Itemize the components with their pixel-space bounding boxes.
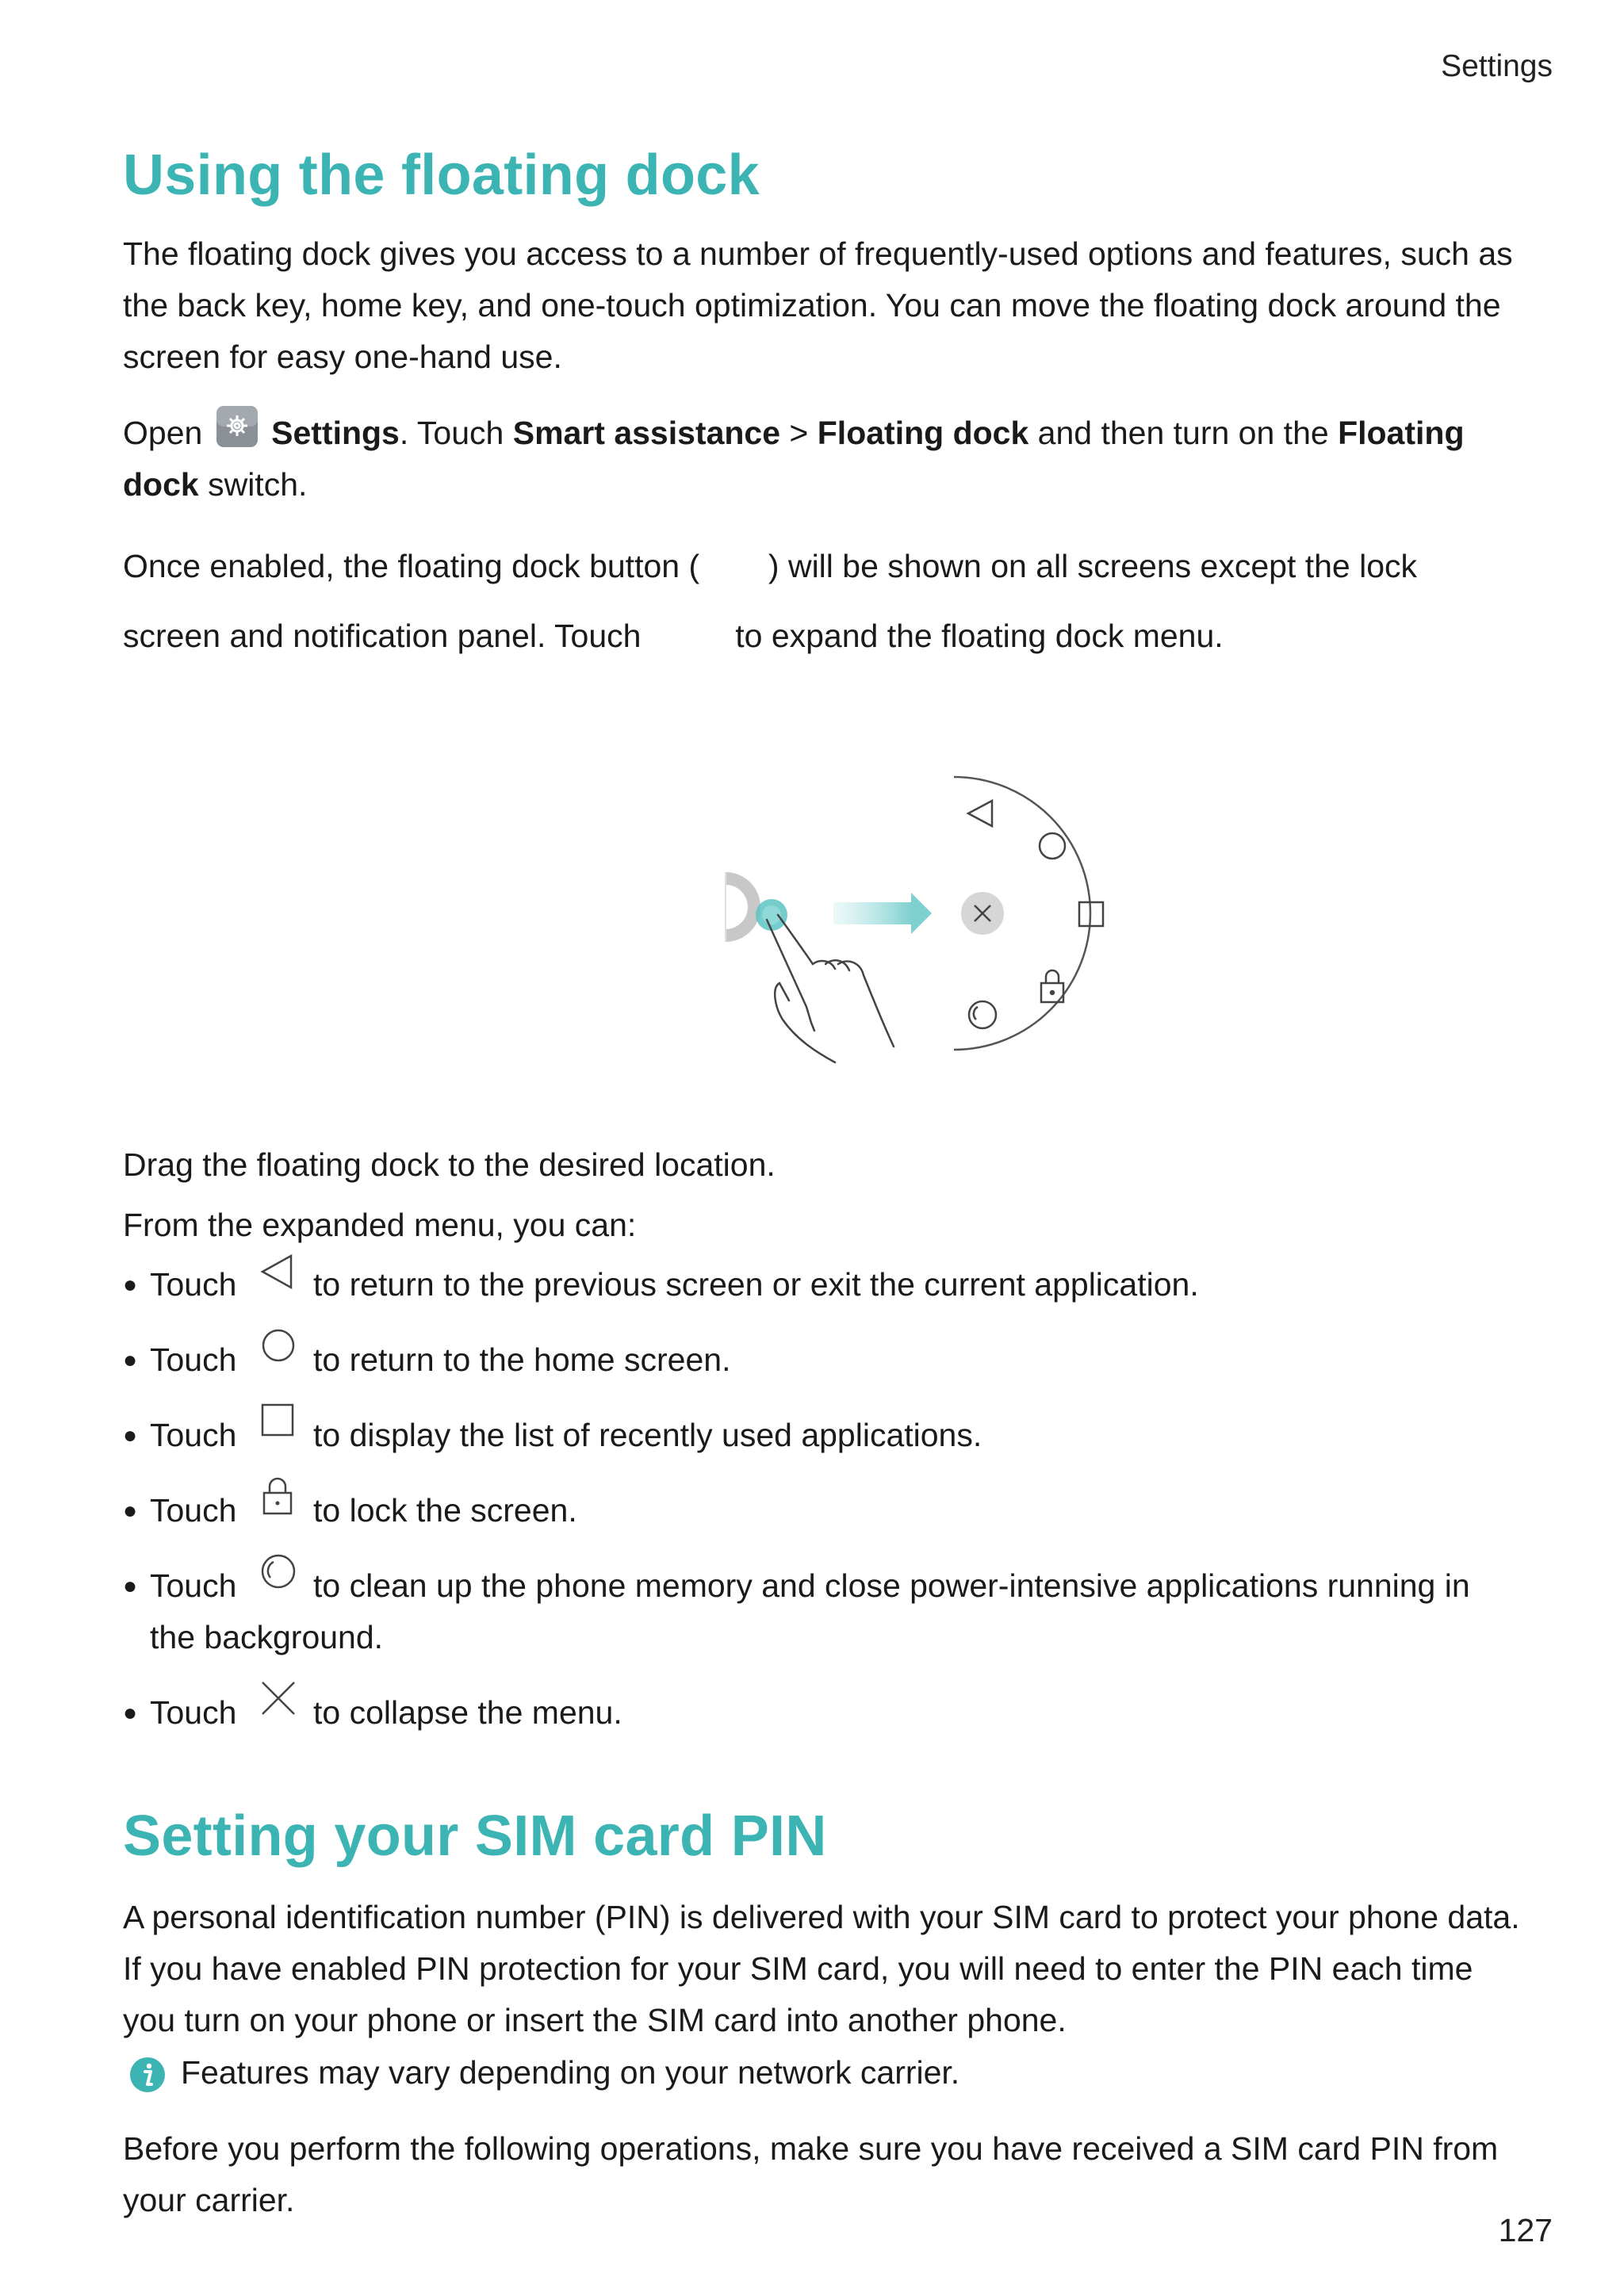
enabled-paragraph-line2: screen and notification panel. Touch to expand the floating dock menu. <box>123 606 1530 662</box>
close-x-icon <box>258 1679 299 1720</box>
note-callout: Features may vary depending on your network carrier. <box>123 2047 1530 2099</box>
list-item: ● Touch to lock the screen. <box>123 1485 1530 1536</box>
home-circle-icon <box>258 1326 299 1368</box>
recent-square-icon <box>258 1402 299 1443</box>
expand-arrow-icon <box>833 893 932 934</box>
floating-dock-button-icon <box>674 606 709 650</box>
floating-dock-button-icon <box>717 536 752 580</box>
optimize-icon <box>258 1552 299 1594</box>
list-item: ● Touch to return to the previous screen or exit the current application. <box>123 1259 1530 1311</box>
section-label: Settings <box>1441 49 1553 83</box>
collapsed-dock-icon <box>726 872 760 942</box>
section-title-floating-dock: Using the floating dock <box>123 144 760 207</box>
close-x-icon <box>961 892 1004 935</box>
back-triangle-icon <box>968 801 992 826</box>
lock-icon <box>1041 970 1063 1002</box>
sim-pin-intro: A personal identification number (PIN) is delivered with your SIM card to protect your phone data. If you have enabled PIN protection for your SIM card, you will need to enter the PIN each time you turn on your phone or insert the SIM card into another phone. <box>123 1899 1520 2038</box>
list-item: ● Touch to collapse the menu. <box>123 1687 1530 1739</box>
list-item: ● Touch to clean up the phone memory and close power-intensive applications running in the background. <box>123 1560 1530 1663</box>
drag-instruction: Drag the floating dock to the desired location. <box>123 1146 776 1183</box>
back-triangle-icon <box>258 1251 299 1292</box>
info-icon <box>129 2057 166 2093</box>
section-title-sim-pin: Setting your SIM card PIN <box>123 1804 827 1868</box>
list-item: ● Touch to return to the home screen. <box>123 1334 1530 1386</box>
enabled-paragraph-line1: Once enabled, the floating dock button ( ) will be shown on all screens except the lock <box>123 536 1530 592</box>
hand-icon <box>767 915 894 1062</box>
optimize-icon <box>969 1001 996 1028</box>
home-circle-icon <box>1040 833 1065 859</box>
floating-dock-illustration <box>599 745 1185 1094</box>
page-number: 127 <box>1498 2212 1553 2248</box>
menu-intro: From the expanded menu, you can: <box>123 1207 637 1243</box>
lock-icon <box>258 1477 299 1518</box>
before-operations-paragraph: Before you perform the following operations, make sure you have received a SIM card PIN from your carrier. <box>123 2130 1499 2218</box>
open-instruction: Open Settings. Touch Smart assistance > Floating dock and then turn on the Floating dock switch. <box>123 404 1530 511</box>
list-item: ● Touch to display the list of recently used applications. <box>123 1410 1530 1461</box>
settings-app-icon <box>215 404 259 449</box>
intro-paragraph: The floating dock gives you access to a number of frequently-used options and features, such as the back key, home key, and one-touch optimization. You can move the floating dock around the screen for easy one-hand use. <box>123 235 1513 375</box>
menu-actions-list <box>123 1259 1530 1762</box>
